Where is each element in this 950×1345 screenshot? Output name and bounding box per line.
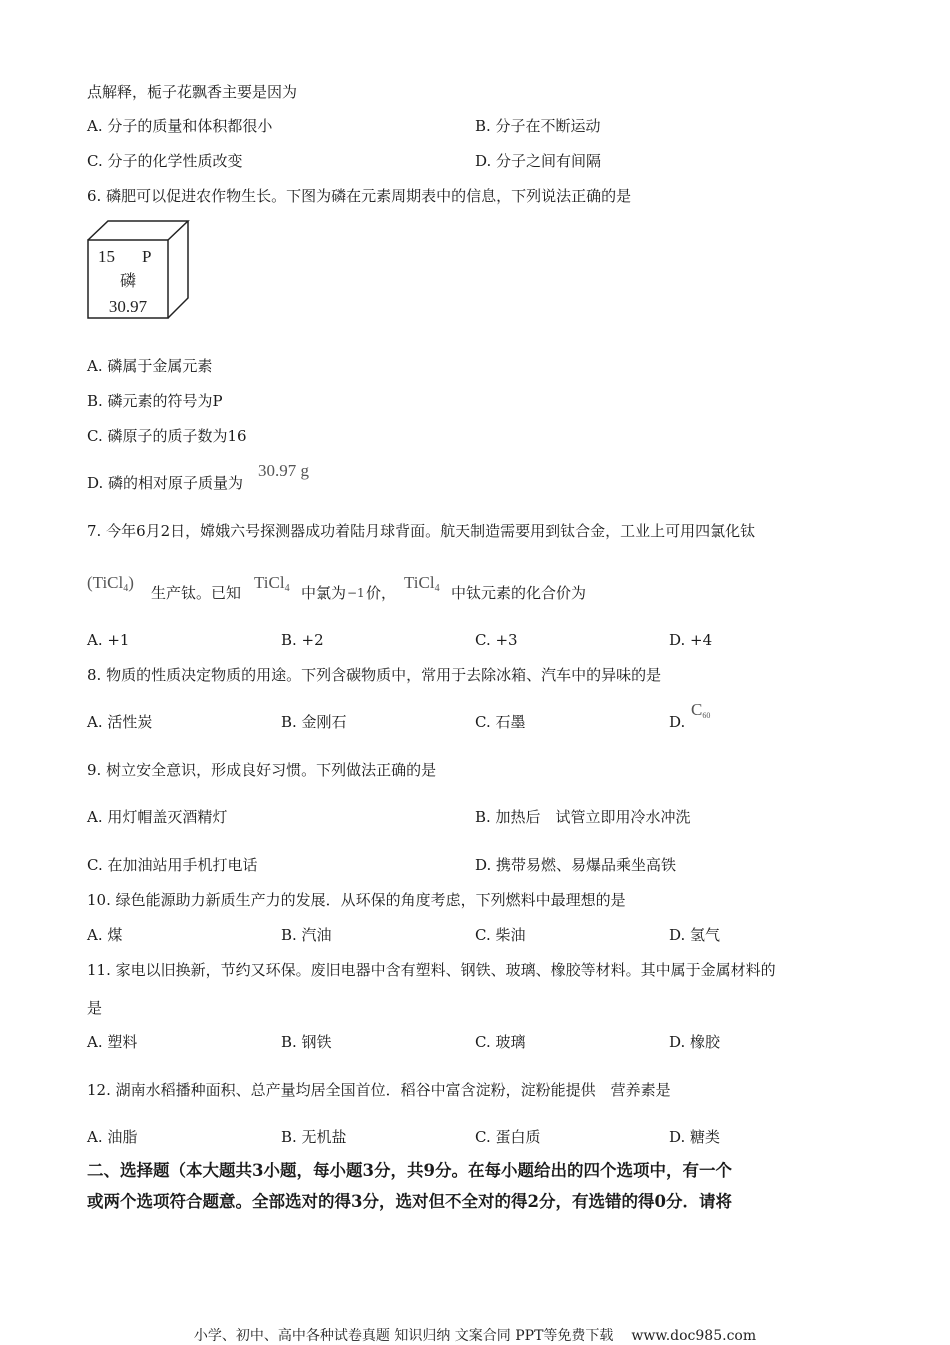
- q8-option-d-main: C: [691, 700, 703, 719]
- q5-option-a: A. 分子的质量和体积都很小: [87, 117, 273, 135]
- q11-option-c: C. 玻璃: [475, 1033, 526, 1051]
- q7-formula-2: [254, 573, 290, 596]
- q7-option-a: A. +1: [87, 631, 130, 649]
- q5-option-c: C. 分子的化学性质改变: [87, 152, 243, 170]
- q7-formula-1-sub: 4: [123, 583, 129, 594]
- q6-option-d: D. 磷的相对原子质量为: [87, 474, 244, 492]
- atomic-number: 15: [98, 247, 115, 266]
- q8-stem: 8. 物质的性质决定物质的用途。下列含碳物质中，常用于去除冰箱、汽车中的异味的是: [87, 666, 662, 684]
- q6-option-c: C. 磷原子的质子数为16: [87, 427, 247, 445]
- page-footer: [0, 1325, 950, 1345]
- footer-url[interactable]: www.doc985.com: [631, 1328, 757, 1344]
- q9-option-a: A. 用灯帽盖灭酒精灯: [87, 808, 228, 826]
- q7-formula-1-close: ): [128, 573, 134, 592]
- q7-formula-1: [87, 573, 134, 596]
- q10-option-b: B. 汽油: [281, 926, 332, 944]
- q10-option-a: A. 煤: [87, 926, 123, 944]
- q10-stem: 10. 绿色能源助力新质生产力的发展．从环保的角度考虑，下列燃料中最理想的是: [87, 891, 626, 909]
- q5-stem-tail: 点解释，栀子花飘香主要是因为: [87, 83, 298, 101]
- q8-option-a: A. 活性炭: [87, 713, 153, 731]
- q11-option-a: A. 塑料: [87, 1033, 138, 1051]
- q12-option-a: A. 油脂: [87, 1128, 138, 1146]
- q6-stem: 6. 磷肥可以促进农作物生长。下图为磷在元素周期表中的信息，下列说法正确的是: [87, 187, 632, 205]
- element-symbol: P: [142, 247, 152, 266]
- q7-text-1: 生产钛。已知: [151, 584, 242, 602]
- q6-option-d-math: 30.97 g: [258, 461, 309, 480]
- q7-formula-3-main: TiCl: [404, 573, 435, 592]
- q5-option-d: D. 分子之间有间隔: [475, 152, 602, 170]
- q7-option-b: B. +2: [281, 631, 324, 649]
- q7-option-c: C. +3: [475, 631, 518, 649]
- q7-stem-line1: 7. 今年6月2日，嫦娥六号探测器成功着陆月球背面。航天制造需要用到钛合金，工业上可用四氯化钛: [87, 522, 756, 540]
- q12-option-d: D. 糖类: [669, 1128, 721, 1146]
- q11-stem-line2: 是: [87, 999, 103, 1017]
- q10-option-c: C. 柴油: [475, 926, 526, 944]
- q11-option-d: D. 橡胶: [669, 1033, 721, 1051]
- phosphorus-element-cell: [84, 218, 194, 322]
- q9-option-d: D. 携带易燃、易爆品乘坐高铁: [475, 856, 677, 874]
- q6-option-a: A. 磷属于金属元素: [87, 357, 213, 375]
- q8-option-c: C. 石墨: [475, 713, 526, 731]
- q7-text-2: 中氯为: [301, 584, 347, 602]
- q7-formula-3-sub: 4: [434, 583, 440, 594]
- q9-option-b: B. 加热后 试管立即用冷水冲洗: [475, 808, 691, 826]
- q9-stem: 9. 树立安全意识，形成良好习惯。下列做法正确的是: [87, 761, 437, 779]
- q6-option-b: B. 磷元素的符号为P: [87, 392, 223, 410]
- q8-option-b: B. 金刚石: [281, 713, 347, 731]
- q7-formula-1-open: (TiCl: [87, 573, 124, 592]
- q7-text-4: 中钛元素的化合价为: [451, 584, 587, 602]
- q9-option-c: C. 在加油站用手机打电话: [87, 856, 258, 874]
- footer-text: 小学、初中、高中各种试卷真题 知识归纳 文案合同 PPT等免费下载: [193, 1328, 614, 1344]
- q8-option-d-label: D.: [669, 713, 686, 731]
- q12-option-b: B. 无机盐: [281, 1128, 347, 1146]
- section2-heading-line1: 二、选择题（本大题共3小题，每小题3分，共9分。在每小题给出的四个选项中，有一个: [87, 1161, 732, 1180]
- q8-option-d-sub: 60: [702, 711, 711, 720]
- q11-option-b: B. 钢铁: [281, 1033, 332, 1051]
- q8-option-d-formula: [691, 700, 710, 723]
- q5-option-b: B. 分子在不断运动: [475, 117, 601, 135]
- q7-text-3: 价，: [366, 584, 397, 602]
- q7-option-d: D. +4: [669, 631, 713, 649]
- q12-stem: 12. 湖南水稻播种面积、总产量均居全国首位．稻谷中富含淀粉，淀粉能提供 营养素是: [87, 1081, 671, 1099]
- element-name: 磷: [119, 271, 137, 290]
- q7-valence: −1: [347, 586, 365, 600]
- atomic-mass: 30.97: [108, 297, 148, 316]
- q12-option-c: C. 蛋白质: [475, 1128, 541, 1146]
- q11-stem-line1: 11. 家电以旧换新，节约又环保。废旧电器中含有塑料、钢铁、玻璃、橡胶等材料。其中属于金属材料的: [87, 961, 776, 979]
- q7-formula-2-main: TiCl: [254, 573, 285, 592]
- q10-option-d: D. 氢气: [669, 926, 721, 944]
- section2-heading-line2: 或两个选项符合题意。全部选对的得3分，选对但不全对的得2分，有选错的得0分．请将: [87, 1192, 732, 1211]
- q7-formula-3: [404, 573, 440, 596]
- q7-formula-2-sub: 4: [284, 583, 290, 594]
